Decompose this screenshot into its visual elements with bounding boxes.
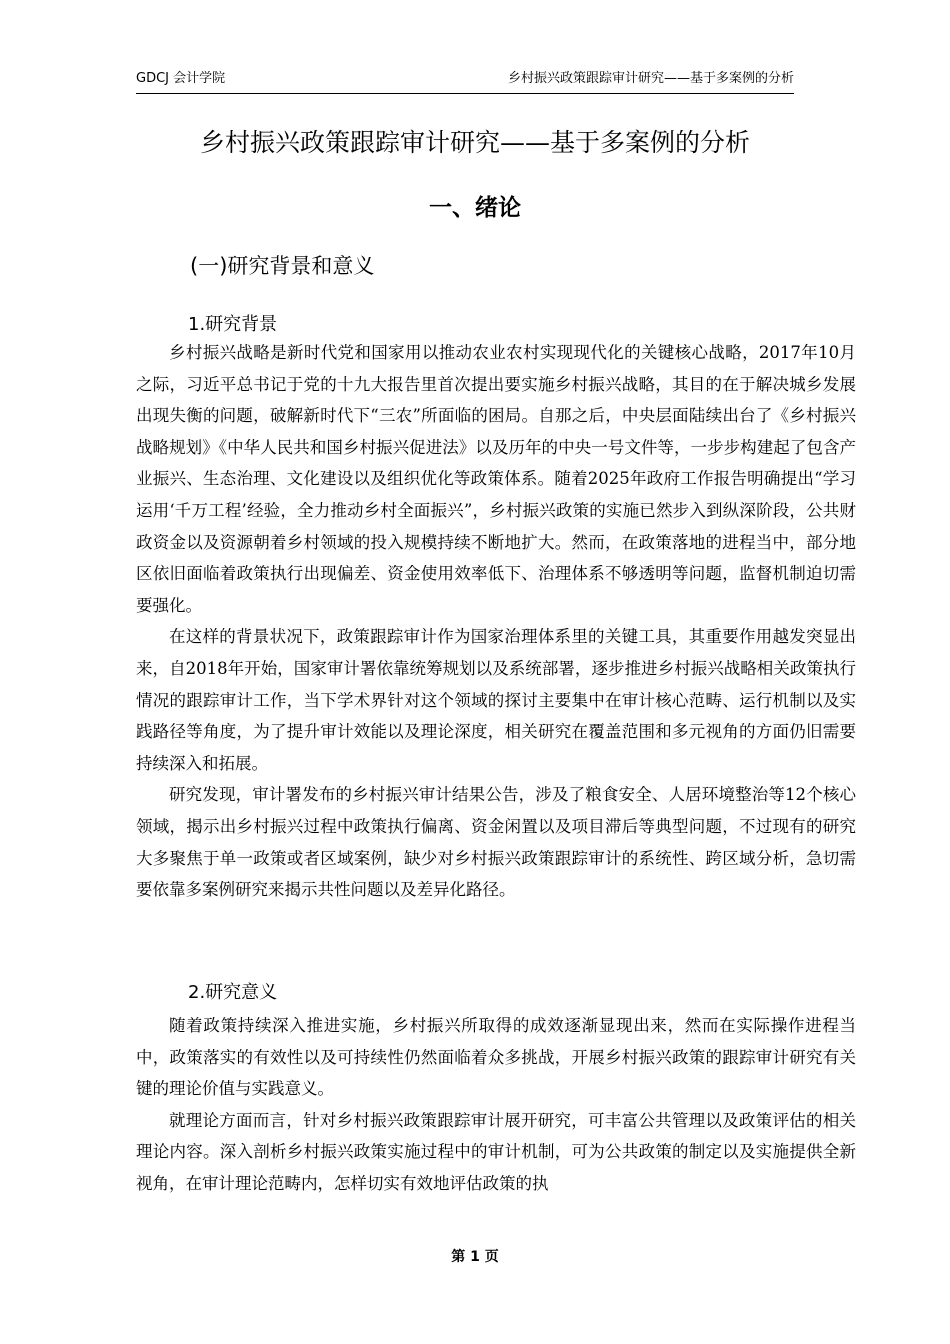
subsection-heading-significance: 2.研究意义: [188, 982, 278, 1003]
document-title: 乡村振兴政策跟踪审计研究——基于多案例的分析: [199, 128, 750, 157]
paragraph: 就理论方面而言，针对乡村振兴政策跟踪审计展开研究，可丰富公共管理以及政策评估的相关理论内容。深入剖析乡村振兴政策实施过程中的审计机制，可为公共政策的制定以及实施提供全新视角，在审计理论范畴内，怎样切实有效地评估政策的执: [136, 1110, 856, 1193]
subsection-heading-background: 1.研究背景: [188, 314, 278, 335]
header-right-title: 乡村振兴政策跟踪审计研究——基于多案例的分析: [507, 71, 794, 86]
page-number: 第 1 页: [451, 1249, 499, 1265]
header-left-label: GDCJ 会计学院: [136, 71, 226, 86]
section-heading: (一)研究背景和意义: [190, 254, 375, 278]
paragraph: 乡村振兴战略是新时代党和国家用以推动农业农村实现现代化的关键核心战略，2017年10月之际，习近平总书记于党的十九大报告里首次提出要实施乡村振兴战略，其目的在于解决城乡发展出现失衡的问题，破解新时代下“三农”所面临的困局。自那之后，中央层面陆续出台了《乡村振兴战略规划》《中华人民共和国乡村振兴促进法》以及历年的中央一号文件等，一步步构建起了包含产业振兴、生态治理、文化建设以及组织优化等政策体系。随着2025年政府工作报告明确提出“学习运用‘千万工程’经验，全力推动乡村全面振兴”，乡村振兴政策的实施已然步入到纵深阶段，公共财政资金以及资源朝着乡村领域的投入规模持续不断地扩大。然而，在政策落地的进程当中，部分地区依旧面临着政策执行出现偏差、资金使用效率低下、治理体系不够透明等问题，监督机制迫切需要强化。: [136, 343, 856, 615]
paragraph: 在这样的背景状况下，政策跟踪审计作为国家治理体系里的关键工具，其重要作用越发突显出来，自2018年开始，国家审计署依靠统筹规划以及系统部署，逐步推进乡村振兴战略相关政策执行情况的跟踪审计工作，当下学术界针对这个领域的探讨主要集中在审计核心范畴、运行机制以及实践路径等角度，为了提升审计效能以及理论深度，相关研究在覆盖范围和多元视角的方面仍旧需要持续深入和拓展。: [136, 627, 856, 773]
paragraph: 研究发现，审计署发布的乡村振兴审计结果公告，涉及了粮食安全、人居环境整治等12个核心领域，揭示出乡村振兴过程中政策执行偏离、资金闲置以及项目滞后等典型问题，不过现有的研究大多聚焦于单一政策或者区域案例，缺少对乡村振兴政策跟踪审计的系统性、跨区域分析，急切需要依靠多案例研究来揭示共性问题以及差异化路径。: [136, 785, 856, 900]
paragraph: 随着政策持续深入推进实施，乡村振兴所取得的成效逐渐显现出来，然而在实际操作进程当中，政策落实的有效性以及可持续性仍然面临着众多挑战，开展乡村振兴政策的跟踪审计研究有关键的理论价值与实践意义。: [136, 1016, 856, 1099]
header-divider: [136, 93, 794, 94]
significance-body: [136, 1010, 856, 1200]
background-body: [136, 337, 856, 906]
chapter-heading: 一、绪论: [429, 195, 521, 221]
page-header: [136, 70, 794, 92]
